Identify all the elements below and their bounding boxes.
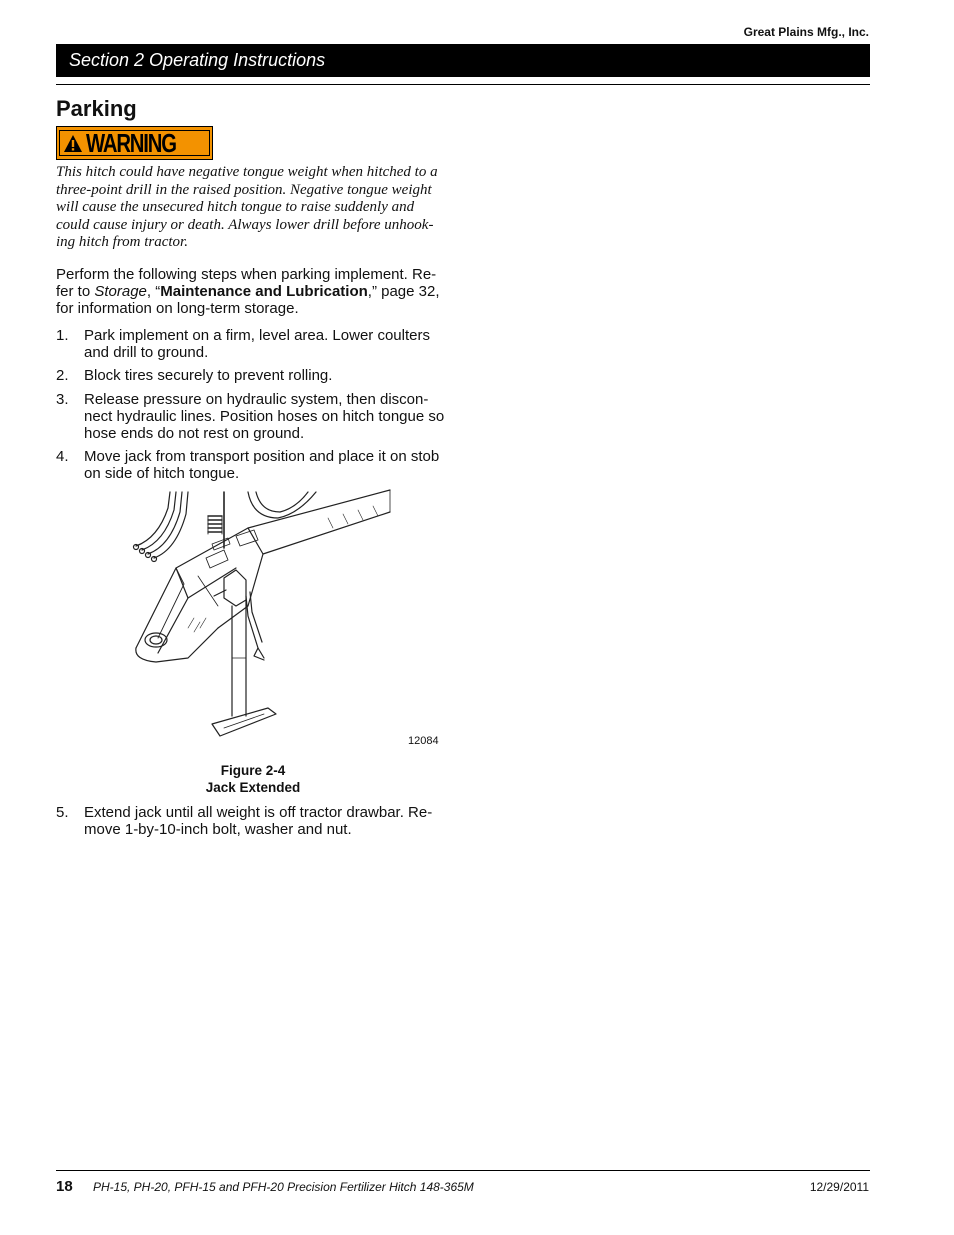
step-text xyxy=(84,804,450,838)
step-text xyxy=(84,448,450,482)
step-number: 3. xyxy=(56,391,69,408)
warning-line: ing hitch from tractor. xyxy=(56,234,188,250)
header-rule xyxy=(56,84,870,85)
figure-number: 12084 xyxy=(408,735,439,747)
step-line: and drill to ground. xyxy=(84,344,209,361)
step-line: on side of hitch tongue. xyxy=(84,465,240,482)
step-item xyxy=(56,367,450,384)
warning-label-inner xyxy=(59,130,210,156)
step-number: 4. xyxy=(56,448,69,465)
page-title: Parking xyxy=(56,96,137,121)
warning-line: will cause the unsecured hitch tongue to raise suddenly and xyxy=(56,199,415,215)
step-line: Extend jack until all weight is off tractor drawbar. Re- xyxy=(84,804,433,821)
step-line: Release pressure on hydraulic system, then discon- xyxy=(84,391,429,408)
step-item xyxy=(56,804,450,838)
warning-body xyxy=(56,164,450,252)
warning-line: could cause injury or death. Always lower drill before unhook- xyxy=(56,216,434,233)
warning-label xyxy=(56,126,213,160)
intro-text: , “ xyxy=(146,283,161,300)
caption-figure-label: Figure 2-4 xyxy=(220,763,286,778)
step-line: Block tires securely to prevent rolling. xyxy=(84,367,333,384)
jack-extended-illustration xyxy=(128,488,448,750)
intro-paragraph xyxy=(56,266,450,317)
step-line: hose ends do not rest on ground. xyxy=(84,425,305,442)
warning-text: WARNING xyxy=(86,128,176,158)
storage-reference: Storage xyxy=(94,283,147,300)
caption-figure-title: Jack Extended xyxy=(205,780,301,795)
step-item xyxy=(56,327,450,361)
section-header: Section 2 Operating Instructions xyxy=(56,44,870,77)
step-number: 2. xyxy=(56,367,69,384)
page-number: 18 xyxy=(56,1178,73,1195)
step-text xyxy=(84,327,450,361)
step-text xyxy=(84,391,450,442)
company-name: Great Plains Mfg., Inc. xyxy=(743,25,869,39)
intro-text: for information on long-term storage. xyxy=(56,300,299,317)
step-item xyxy=(56,448,450,482)
figure-caption xyxy=(56,762,450,796)
warning-line: three-point drill in the raised position. Negative tongue weight xyxy=(56,181,432,198)
intro-text: fer to xyxy=(56,283,95,300)
step-line: nect hydraulic lines. Position hoses on hitch tongue so xyxy=(84,408,445,425)
intro-text: ,” page 32, xyxy=(367,283,440,300)
maintenance-reference: Maintenance and Lubrication xyxy=(160,283,368,300)
warning-triangle-icon xyxy=(63,134,83,153)
footer-date: 12/29/2011 xyxy=(809,1180,869,1194)
footer-title: PH-15, PH-20, PFH-15 and PFH-20 Precision Fertilizer Hitch 148-365M xyxy=(93,1180,474,1194)
step-line: move 1-by-10-inch bolt, washer and nut. xyxy=(84,821,352,838)
footer-rule xyxy=(56,1170,870,1171)
intro-text: Perform the following steps when parking implement. Re- xyxy=(56,266,437,283)
warning-line: This hitch could have negative tongue weight when hitched to a xyxy=(56,164,438,180)
step-line: Move jack from transport position and place it on stob xyxy=(84,448,440,465)
step-number: 1. xyxy=(56,327,69,344)
step-text xyxy=(84,367,450,384)
step-item xyxy=(56,391,450,442)
step-number: 5. xyxy=(56,804,69,821)
step-line: Park implement on a firm, level area. Lower coulters xyxy=(84,327,430,344)
